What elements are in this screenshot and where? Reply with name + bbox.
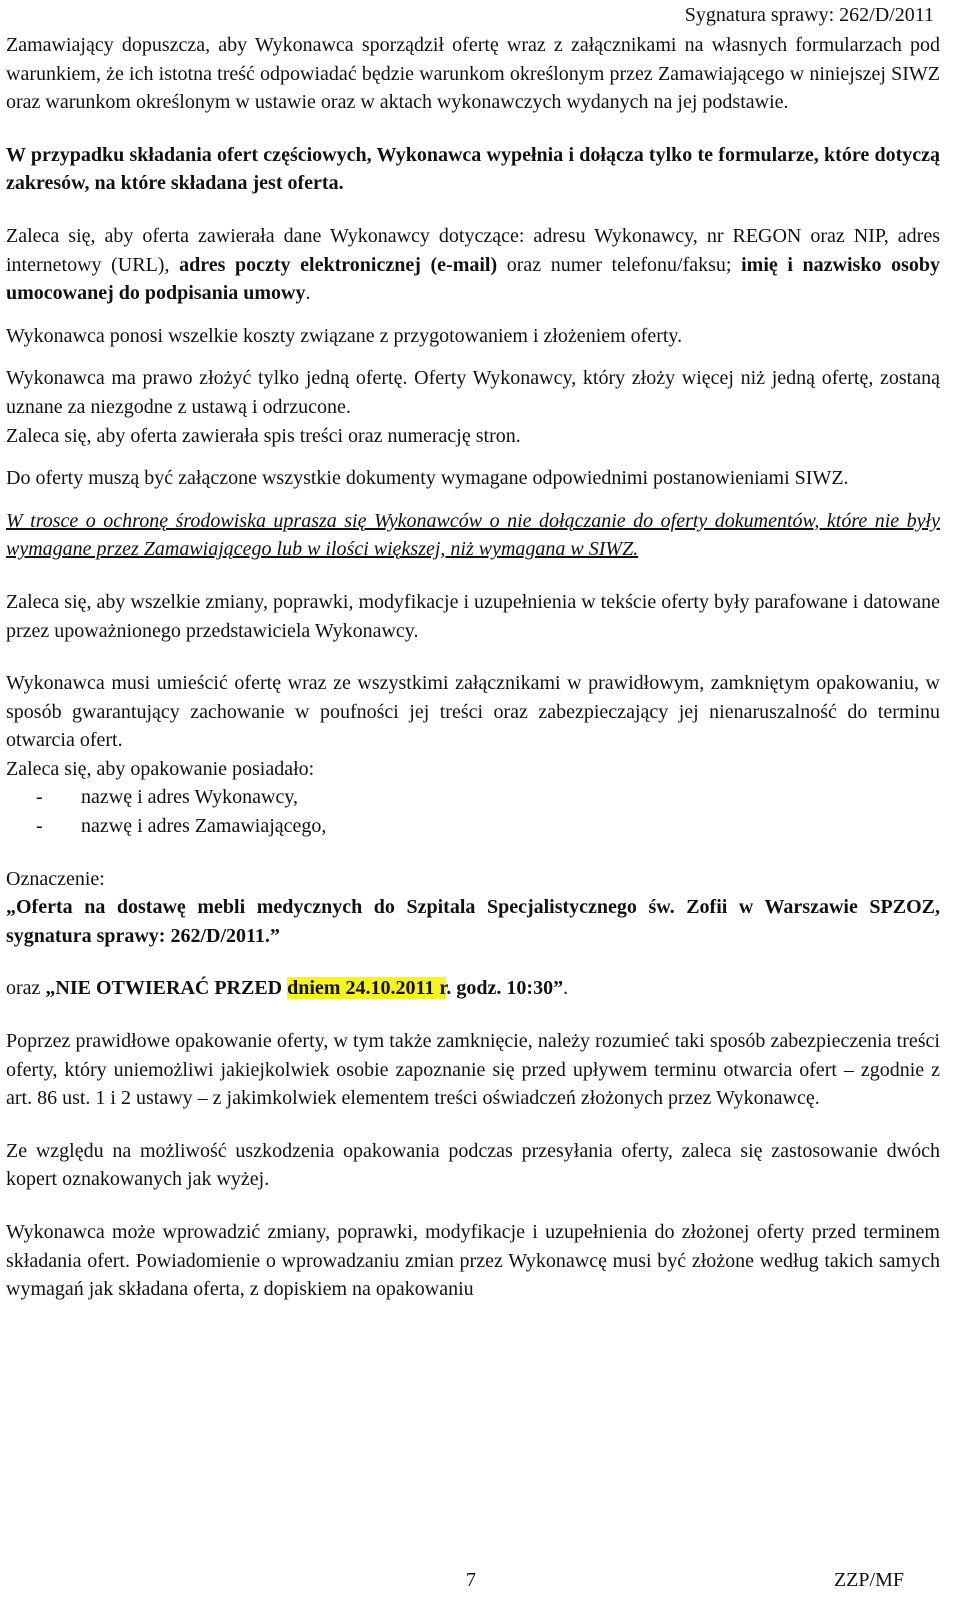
case-signature: Sygnatura sprawy: 262/D/2011 (684, 4, 934, 26)
paragraph-table-of-contents: Zaleca się, aby oferta zawierała spis treści oraz numerację stron. (6, 424, 521, 447)
paragraph-corrections: Zaleca się, aby wszelkie zmiany, poprawki, modyfikacje i uzupełnienia w tekście oferty były parafowane i datowane przez upoważnionego przedstawiciela Wykonawcy. (6, 590, 940, 642)
list-item: - nazwę i adres Wykonawcy, (36, 786, 299, 809)
text-segment: oraz numer telefonu/faksu; (497, 253, 742, 276)
text-segment: oraz (6, 977, 46, 1000)
page-number: 7 (466, 1569, 476, 1591)
text-segment: . (305, 282, 311, 305)
paragraph-costs: Wykonawca ponosi wszelkie koszty związane z przygotowaniem i złożeniem oferty. (6, 324, 683, 347)
paragraph-do-not-open (6, 974, 940, 1003)
paragraph-packaging-content: Zaleca się, aby opakowanie posiadało: (6, 757, 315, 780)
paragraph-one-offer: Wykonawca ma prawo złożyć tylko jedną ofertę. Oferty Wykonawcy, który złoży więcej niż jedną ofertę, zostaną uznane za niezgodne z ustawą i odrzucone. (6, 367, 940, 418)
text-segment: Zaleca się, aby oferta zawierała dane Wykonawcy dotyczące: adresu Wykonawcy, nr REGON oraz NIP, adres internetowy (URL), (6, 224, 940, 276)
paragraph-two-envelopes: Ze względu na możliwość uszkodzenia opakowania podczas przesyłania oferty, zaleca się zastosowanie dwóch kopert oznakowanych jak wyżej. (6, 1139, 940, 1191)
bold-text: „NIE OTWIERAĆ PRZED (45, 977, 288, 1000)
paragraph-required-documents: Do oferty muszą być załączone wszystkie dokumenty wymagane odpowiednimi postanowieniami SIWZ. (6, 467, 849, 490)
document-body (6, 31, 940, 1304)
list-item: - nazwę i adres Zamawiającego, (36, 815, 327, 838)
highlighted-date: dniem 24.10.2011 r (287, 977, 447, 1000)
paragraph-partial-offers: W przypadku składania ofert częściowych, Wykonawca wypełnia i dołącza tylko te formularze, które dotyczą zakresów, na które składana jest oferta. (6, 143, 940, 195)
paragraph-marking-text: „Oferta na dostawę mebli medycznych do Szpitala Specjalistycznego św. Zofii w Warszawie SPZOZ, sygnatura sprawy: 262/D/2011.” (6, 896, 940, 947)
paragraph-environment: W trosce o ochronę środowiska uprasza się Wykonawców o nie dołączanie do oferty dokumentów, które nie były wymagane przez Zamawiającego lub w ilości większej, niż wymagana w SIWZ. (6, 509, 940, 561)
text-segment: . (563, 977, 569, 1000)
paragraph-marking-label: Oznaczenie: (6, 867, 105, 890)
paragraph-offer-forms: Zamawiający dopuszcza, aby Wykonawca sporządził ofertę wraz z załącznikami na własnych formularzach pod warunkiem, że ich istotna treść odpowiadać będzie warunkom określonym przez Zamawiającego w niniejszej SIWZ oraz warunkom określonym w ustawie oraz w aktach wykonawczych wydanych na jej podstawie. (6, 34, 940, 114)
bold-email-text: adres poczty elektronicznej (e-mail) (179, 253, 498, 276)
paragraph-packaging: Wykonawca musi umieścić ofertę wraz ze wszystkimi załącznikami w prawidłowym, zamkniętym opakowaniu, w sposób gwarantujący zachowanie w poufności jej treści oraz zabezpieczający jej nienaruszalność do terminu otwarcia ofert. (6, 672, 940, 752)
paragraph-changes: Wykonawca może wprowadzić zmiany, poprawki, modyfikacje i uzupełnienia do złożonej oferty przed terminem składania ofert. Powiadomienie o wprowadzaniu zmian przez Wykonawcę musi być złożone według takich samych wymagań jak składana oferta, z dopiskiem na opakowaniu (6, 1221, 940, 1301)
paragraph-proper-packaging: Poprzez prawidłowe opakowanie oferty, w tym także zamknięcie, należy rozumieć taki sposób zabezpieczenia treści oferty, który uniemożliwi jakiejkolwiek osobie zapoznanie się przed upływem terminu otwarcia ofert – zgodnie z art. 86 ust. 1 i 2 ustawy – z jakimkolwiek elementem treści oświadczeń złożonych przez Wykonawcę. (6, 1030, 940, 1110)
bold-text: . godz. 10:30” (446, 977, 564, 1000)
bold-signatory-text: imię i nazwisko osoby umocowanej do podpisania umowy (6, 253, 940, 305)
paragraph-contractor-data (6, 222, 940, 308)
footer-reference: ZZP/MF (833, 1569, 904, 1591)
